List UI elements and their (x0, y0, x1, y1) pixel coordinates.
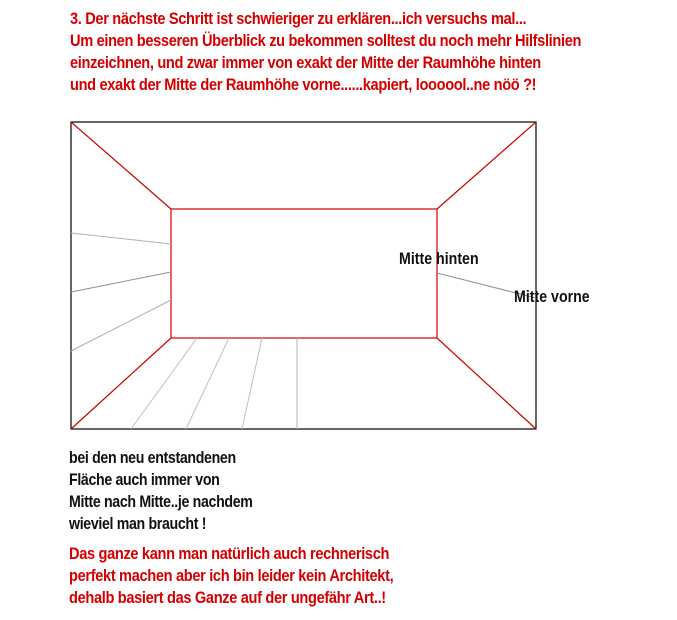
note-line: Das ganze kann man natürlich auch rechnerisch (69, 544, 390, 563)
label-mitte-hinten: Mitte hinten (399, 250, 479, 268)
outer-frame (71, 122, 536, 429)
intro-line: einzeichnen, und zwar immer von exakt der Mitte der Raumhöhe hinten (70, 53, 541, 72)
helper-line-left-wall (71, 233, 171, 244)
explanation-line: wieviel man braucht ! (69, 515, 207, 533)
intro-line: und exakt der Mitte der Raumhöhe vorne......kapiert, loooool..ne nöö ?! (70, 75, 537, 94)
helper-line-left-wall (71, 300, 171, 351)
back-wall (171, 209, 437, 338)
intro-line: 3. Der nächste Schritt ist schwieriger zu erklären...ich versuchs mal... (70, 9, 527, 28)
helper-line-floor (131, 338, 197, 429)
explanation-text (69, 447, 253, 535)
note-line: dehalb basiert das Ganze auf der ungefähr Art..! (69, 588, 386, 607)
note-text (69, 543, 393, 609)
helper-line-left-wall (71, 272, 171, 292)
helper-line-floor (186, 338, 229, 429)
explanation-line: Fläche auch immer von (69, 471, 220, 489)
corner-line-top-left (71, 122, 171, 209)
corner-line-bottom-left (71, 338, 171, 429)
corner-line-bottom-right (437, 338, 536, 429)
corner-line-top-right (437, 122, 536, 209)
note-line: perfekt machen aber ich bin leider kein Architekt, (69, 566, 394, 585)
intro-line: Um einen besseren Überblick zu bekommen solltest du noch mehr Hilfslinien (70, 31, 582, 50)
explanation-line: bei den neu entstandenen (69, 449, 236, 467)
label-mitte-vorne: Mitte vorne (514, 288, 590, 306)
explanation-line: Mitte nach Mitte..je nachdem (69, 493, 253, 511)
helper-line-floor (242, 338, 262, 429)
